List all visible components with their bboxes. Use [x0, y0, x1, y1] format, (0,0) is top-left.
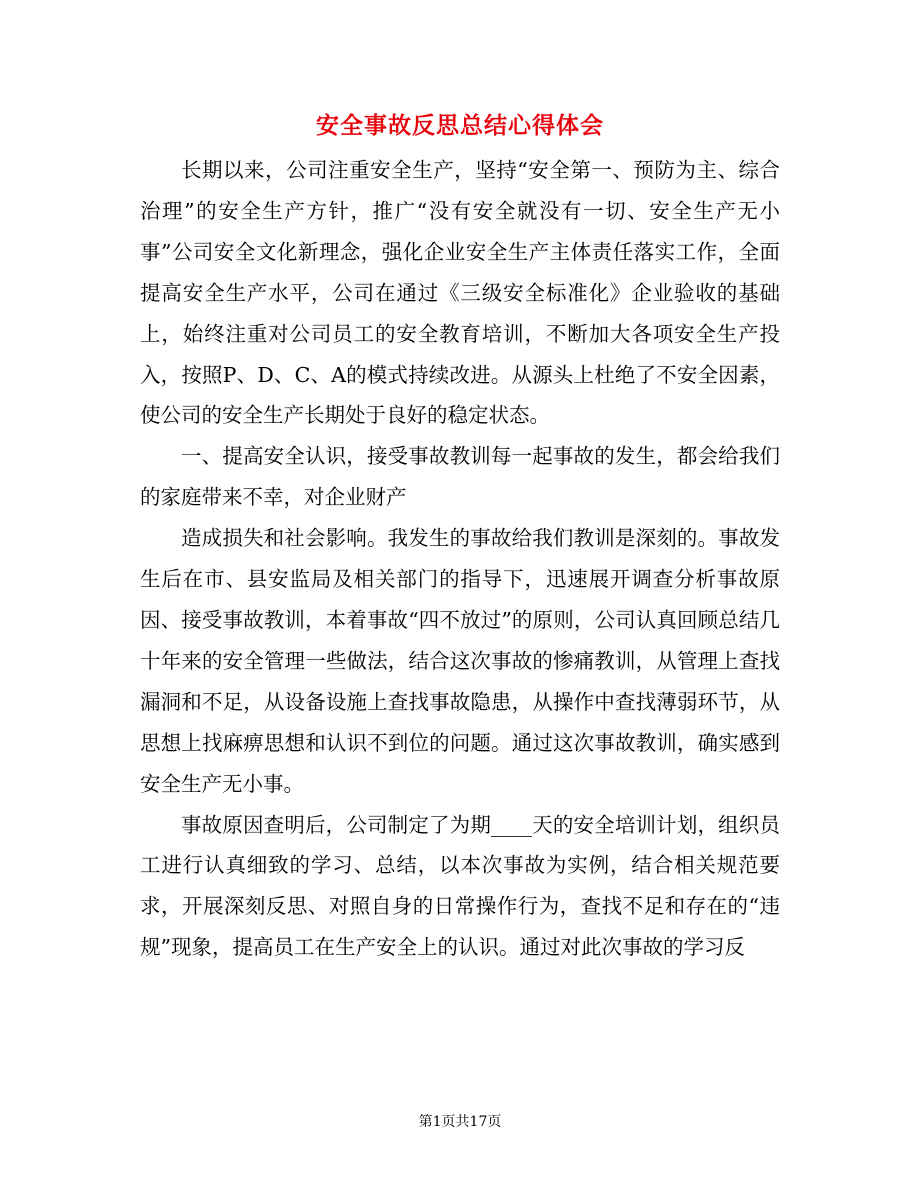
document-title: 安全事故反思总结心得体会 — [316, 112, 604, 139]
page-number-footer: 第1页共17页 — [418, 1114, 502, 1130]
paragraph-intro: 长期以来，公司注重安全生产，坚持“安全第一、预防为主、综合治理”的安全生产方针，推广“没有安全就没有一切、安全生产无小事”公司安全文化新理念，强化企业安全生产主体责任落实工作，全面提高安全生产水平，公司在通过《三级安全标准化》企业验收的基础上，始终注重对公司员工的安全教育培训，不断加大各项安全生产投入，按照P、D、C、A的模式持续改进。从源头上杜绝了不安全因素，使公司的安全生产长期处于良好的稳定状态。 — [140, 158, 780, 428]
document-body — [140, 150, 780, 968]
paragraph-section-one-heading: 一、提高安全认识，接受事故教训每一起事故的发生，都会给我们的家庭带来不幸，对企业财产 — [140, 444, 780, 510]
paragraph-training-plan: 事故原因查明后，公司制定了为期____天的安全培训计划，组织员工进行认真细致的学习、总结，以本次事故为实例，结合相关规范要求，开展深刻反思、对照自身的日常操作行为，查找不足和存在的“违规”现象，提高员工在生产安全上的认识。通过对此次事故的学习反 — [140, 812, 780, 960]
paragraph-accident-investigation: 造成损失和社会影响。我发生的事故给我们教训是深刻的。事故发生后在市、县安监局及相关部门的指导下，迅速展开调查分析事故原因、接受事故教训，本着事故“四不放过”的原则，公司认真回顾总结几十年来的安全管理一些做法，结合这次事故的惨痛教训，从管理上查找漏洞和不足，从设备设施上查找事故隐患，从操作中查找薄弱环节，从思想上找麻痹思想和认识不到位的问题。通过这次事故教训，确实感到安全生产无小事。 — [140, 526, 780, 796]
